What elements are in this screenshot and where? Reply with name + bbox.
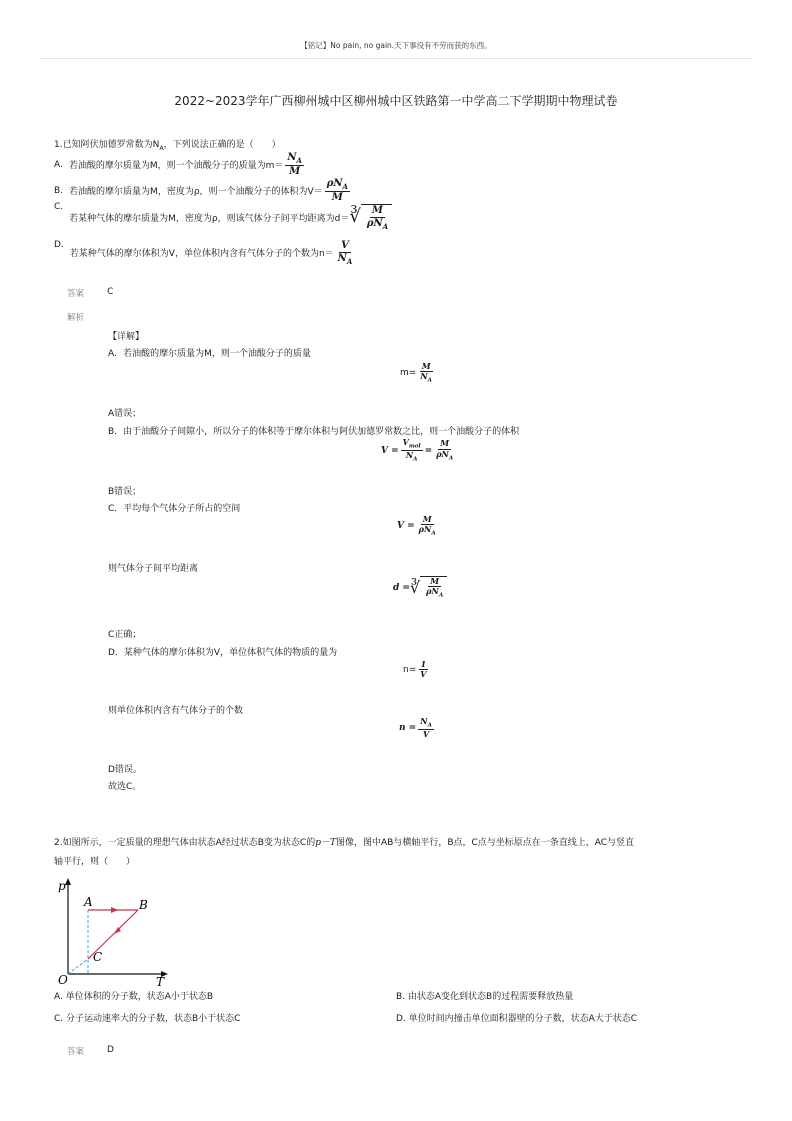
q1-option-c-text: 若某种气体的摩尔质量为M，密度为ρ，则该气体分子间平均距离为d＝ [69,213,350,224]
q2-answer: D [107,1045,114,1055]
q2-y-arrow [65,878,71,885]
q1-formula-n2: n = $\frac{N_A}{V}$ [399,716,432,740]
q2-stem-line1: 2.如图所示，一定质量的理想气体由状态A经过状态B变为状态C的p－T图像，图中AB与横轴平行，B点，C点与坐标原点在一条直线上，AC与竖直 [54,838,635,848]
q2-option-a[interactable]: A. 单位体积的分子数，状态A小于状态B [54,992,214,1002]
q1-c-right: C正确； [108,630,142,640]
q1-analysis-b: B．由于油酸分子间隙小，所以分子的体积等于摩尔体积与阿伏加德罗常数之比，则一个油酸分子的体积 [108,427,520,437]
q1-formula-vspace: V = $\frac{M}{\rho N_A}$ [397,514,436,537]
q1-analysis-d: D．某种气体的摩尔体积为V，单位体积气体的物质的量为 [108,648,338,658]
q1-analysis-a: A．若油酸的摩尔质量为M，则一个油酸分子的质量 [108,349,311,359]
header-divider [40,58,752,59]
q1-stem-sub: A [159,144,164,152]
q1-c-distance: 则气体分子间平均距离 [108,564,199,574]
q2-option-b[interactable]: B. 由状态A变化到状态B的过程需要释放热量 [396,992,574,1002]
q2-origin-dashed [68,959,88,974]
q1-answer: C [107,287,114,297]
q1-d-count: 则单位体积内含有气体分子的个数 [108,706,244,716]
q1-analysis-label: 解析 [67,313,85,323]
q2-label-a: A [84,895,93,909]
q1-option-b-text: 若油酸的摩尔质量为M，密度为ρ，则一个油酸分子的体积为V＝ [69,187,323,198]
q1-option-a-text: 若油酸的摩尔质量为M，则一个油酸分子的质量为m＝ [68,161,284,172]
q1-option-b[interactable] [54,178,352,204]
q1-b-wrong: B错误； [108,487,142,497]
q1-option-a-formula: $\frac{N_A}{M}$ [287,152,302,178]
q1-option-a-letter: A. [54,159,63,170]
q1-option-a[interactable] [54,152,306,178]
q2-pt-graph [56,876,176,986]
page-header: 【铭记】No pain, no gain.天下事没有不劳而获的东西。 [300,41,492,50]
q2-option-d[interactable]: D. 单位时间内撞击单位面积器壁的分子数，状态A大于状态C [396,1014,638,1024]
q1-d-wrong: D错误。 [108,765,142,775]
q1-conclusion: 故选C。 [108,782,142,792]
q1-formula-m: m= $\frac{M}{N_A}$ [400,361,432,384]
q1-formula-d: d = ∛ $\frac{M}{\rho N_A}$ [393,576,447,599]
q1-stem [54,137,281,152]
q1-detail-heading: 【详解】 [108,332,145,342]
q1-formula-v: V = $\frac{V_{mol}}{N_A}$ = $\frac{M}{\rho N_A}$ [381,437,454,463]
q1-stem-text: 1.已知阿伏加德罗常数为N [54,140,160,150]
q2-label-b: B [139,898,148,912]
q1-option-c-letter: C. [54,202,64,212]
q1-option-c-formula: ∛ $\frac{M}{\rho N_A}$ [349,204,392,231]
q1-option-b-formula: $\frac{\rho N_A}{M}$ [326,178,348,204]
q2-label-p: p [58,879,66,893]
q1-a-wrong: A错误； [108,409,142,419]
page-title: 2022~2023学年广西柳州城中区柳州城中区铁路第一中学高二下学期期中物理试卷 [174,94,618,108]
q1-answer-label: 答案 [67,289,85,299]
q2-label-t: T [156,975,165,986]
q1-option-d-text: 若某种气体的摩尔体积为V，单位体积内含有气体分子的个数为n＝ [69,249,334,260]
q2-ab-arrow [111,907,118,913]
q1-option-d[interactable] [54,240,356,266]
q2-answer-label: 答案 [67,1047,85,1057]
q1-option-c[interactable] [54,204,392,231]
q2-label-o: O [58,973,68,986]
q1-option-b-letter: B. [54,185,64,196]
q2-label-c: C [93,950,103,964]
q1-analysis-c: C．平均每个气体分子所占的空间 [108,504,241,514]
q1-formula-n1: n= $\frac{1}{V}$ [403,659,427,680]
q1-option-d-letter: D. [54,240,64,250]
q2-option-c[interactable]: C. 分子运动速率大的分子数，状态B小于状态C [54,1014,241,1024]
q1-option-d-formula: $\frac{V}{N_A}$ [337,240,353,266]
q2-stem-line2: 轴平行，则（ ） [54,857,136,867]
q1-stem-tail: ，下列说法正确的是（ ） [163,140,281,150]
